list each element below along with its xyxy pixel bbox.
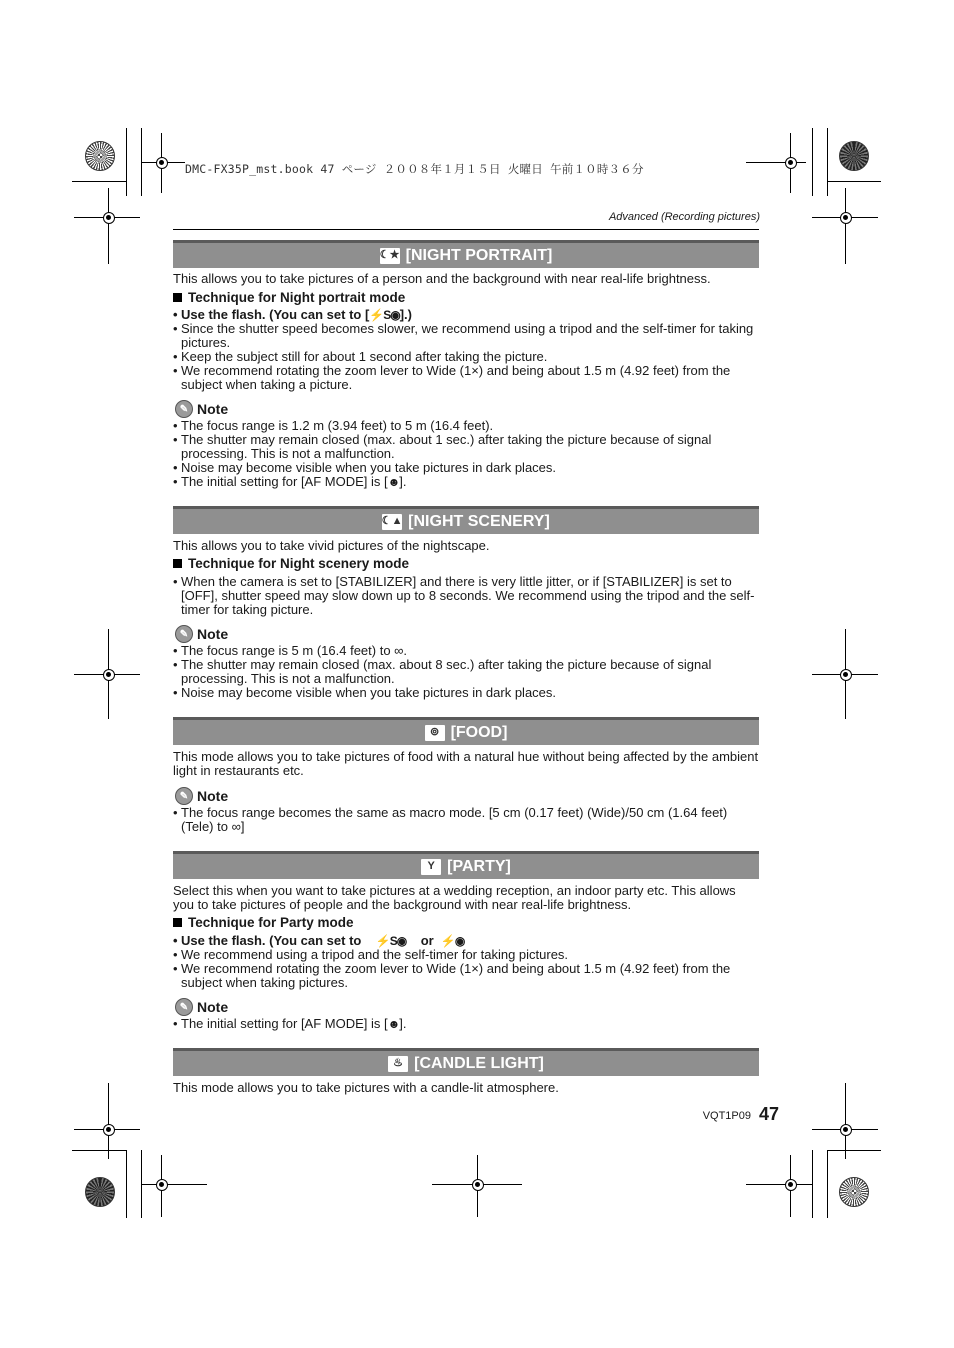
list-item: • The initial setting for [AF MODE] is [☻]. xyxy=(173,475,759,489)
crop-line xyxy=(827,128,828,196)
list-item: • Use the flash. (You can set to ⚡S◉ or ⚡◉ xyxy=(173,934,759,948)
crop-line xyxy=(812,1150,813,1218)
list-item: • The shutter may remain closed (max. about 1 sec.) after taking the picture because of signal processing. This is not a malfunction. xyxy=(173,433,759,461)
crop-line xyxy=(126,128,127,196)
note-list xyxy=(173,1017,759,1031)
crop-line xyxy=(827,181,881,182)
technique-heading: Technique for Party mode xyxy=(173,915,354,930)
face-detection-icon: ☻ xyxy=(387,1017,400,1031)
square-bullet-icon xyxy=(173,559,182,568)
section-header-candle-light xyxy=(173,1048,759,1076)
running-head: Advanced (Recording pictures) xyxy=(608,211,760,223)
list-item: • The shutter may remain closed (max. about 8 sec.) after taking the picture because of signal processing. This is not a malfunction. xyxy=(173,658,759,686)
section-header-night-scenery xyxy=(173,506,759,534)
section-intro: This allows you to take vivid pictures of the nightscape. xyxy=(173,538,490,553)
note-heading: ✎ Note xyxy=(175,787,228,805)
technique-list xyxy=(173,934,759,990)
header-rule xyxy=(173,229,759,230)
registration-wheel-bottom-left xyxy=(85,1177,115,1207)
section-title: [FOOD] xyxy=(450,723,508,741)
list-item: • Noise may become visible when you take pictures in dark places. xyxy=(173,686,759,700)
night-scenery-icon: ☾▲ xyxy=(382,514,402,530)
square-bullet-icon xyxy=(173,293,182,302)
crop-line xyxy=(126,1150,127,1218)
section-header-food xyxy=(173,717,759,745)
section-header-party xyxy=(173,851,759,879)
list-item: • The focus range is 5 m (16.4 feet) to ∞. xyxy=(173,644,759,658)
list-item: • We recommend rotating the zoom lever to Wide (1×) and being about 1.5 m (4.92 feet) from the subject when taking pictures. xyxy=(173,962,759,990)
list-item: • Use the flash. (You can set to [⚡S◉].) xyxy=(173,308,759,322)
note-list xyxy=(173,806,759,834)
list-item: • The focus range is 1.2 m (3.94 feet) to 5 m (16.4 feet). xyxy=(173,419,759,433)
flash-forced-redeye-icon: ⚡◉ xyxy=(440,934,465,948)
section-header-night-portrait xyxy=(173,240,759,268)
section-title: [NIGHT SCENERY] xyxy=(408,512,550,530)
technique-list xyxy=(173,308,759,392)
note-list xyxy=(173,644,759,700)
note-heading: ✎ Note xyxy=(175,998,228,1016)
list-item: • Keep the subject still for about 1 second after taking the picture. xyxy=(173,350,759,364)
list-item: • We recommend using a tripod and the self-timer for taking pictures. xyxy=(173,948,759,962)
note-heading: ✎ Note xyxy=(175,400,228,418)
crop-line xyxy=(812,128,813,196)
technique-list xyxy=(173,575,759,617)
list-item: • Since the shutter speed becomes slower, we recommend using a tripod and the self-timer for taking pictures. xyxy=(173,322,759,350)
section-title: [CANDLE LIGHT] xyxy=(414,1054,544,1072)
section-title: [NIGHT PORTRAIT] xyxy=(405,246,553,264)
technique-heading: Technique for Night scenery mode xyxy=(173,556,409,571)
section-intro: This mode allows you to take pictures of food with a natural hue without being affected by the ambient light in restaurants etc. xyxy=(173,749,759,778)
face-detection-icon: ☻ xyxy=(387,475,400,489)
section-title: [PARTY] xyxy=(447,857,511,875)
party-icon: Y xyxy=(421,859,441,875)
note-icon: ✎ xyxy=(175,787,193,805)
print-header: DMC-FX35P_mst.book 47 ページ ２００８年１月１５日 火曜日 午前１０時３６分 xyxy=(185,162,644,176)
section-intro: This allows you to take pictures of a person and the background with near real-life brightness. xyxy=(173,271,711,286)
night-portrait-icon: ☾★ xyxy=(380,248,400,264)
flash-slow-sync-redeye-icon: ⚡S◉ xyxy=(375,934,407,948)
crop-line xyxy=(827,1150,881,1151)
note-heading: ✎ Note xyxy=(175,625,228,643)
registration-wheel-bottom-right xyxy=(839,1177,869,1207)
registration-wheel-top-right xyxy=(839,141,869,171)
list-item: • When the camera is set to [STABILIZER] and there is very little jitter, or if [STABILIZER] is set to [OFF], shutter speed may slow down up to 8 seconds. We recommend using the tripod and the self-timer for taking picture. xyxy=(173,575,759,617)
crop-line xyxy=(72,181,126,182)
list-item: • Noise may become visible when you take pictures in dark places. xyxy=(173,461,759,475)
crop-line xyxy=(827,1150,828,1218)
registration-wheel-top-left xyxy=(85,141,115,171)
note-icon: ✎ xyxy=(175,998,193,1016)
list-item: • We recommend rotating the zoom lever to Wide (1×) and being about 1.5 m (4.92 feet) from the subject when taking a picture. xyxy=(173,364,759,392)
candle-light-icon: ♨ xyxy=(388,1056,408,1072)
section-intro: Select this when you want to take pictures at a wedding reception, an indoor party etc. This allows you to take pictures of people and the background with near real-life brightness. xyxy=(173,883,736,912)
section-intro: This mode allows you to take pictures with a candle-lit atmosphere. xyxy=(173,1080,559,1095)
technique-heading: Technique for Night portrait mode xyxy=(173,290,405,305)
document-code: VQT1P09 xyxy=(702,1110,751,1122)
list-item: • The focus range becomes the same as macro mode. [5 cm (0.17 feet) (Wide)/50 cm (1.64 feet) (Tele) to ∞] xyxy=(173,806,759,834)
note-icon: ✎ xyxy=(175,625,193,643)
page-number: 47 xyxy=(758,1104,779,1124)
note-list xyxy=(173,419,759,489)
flash-slow-sync-redeye-icon: ⚡S◉ xyxy=(369,308,400,322)
note-icon: ✎ xyxy=(175,400,193,418)
crop-line xyxy=(72,1150,126,1151)
list-item: • The initial setting for [AF MODE] is [☻]. xyxy=(173,1017,759,1031)
food-icon: ⊚ xyxy=(425,725,445,741)
square-bullet-icon xyxy=(173,918,182,927)
